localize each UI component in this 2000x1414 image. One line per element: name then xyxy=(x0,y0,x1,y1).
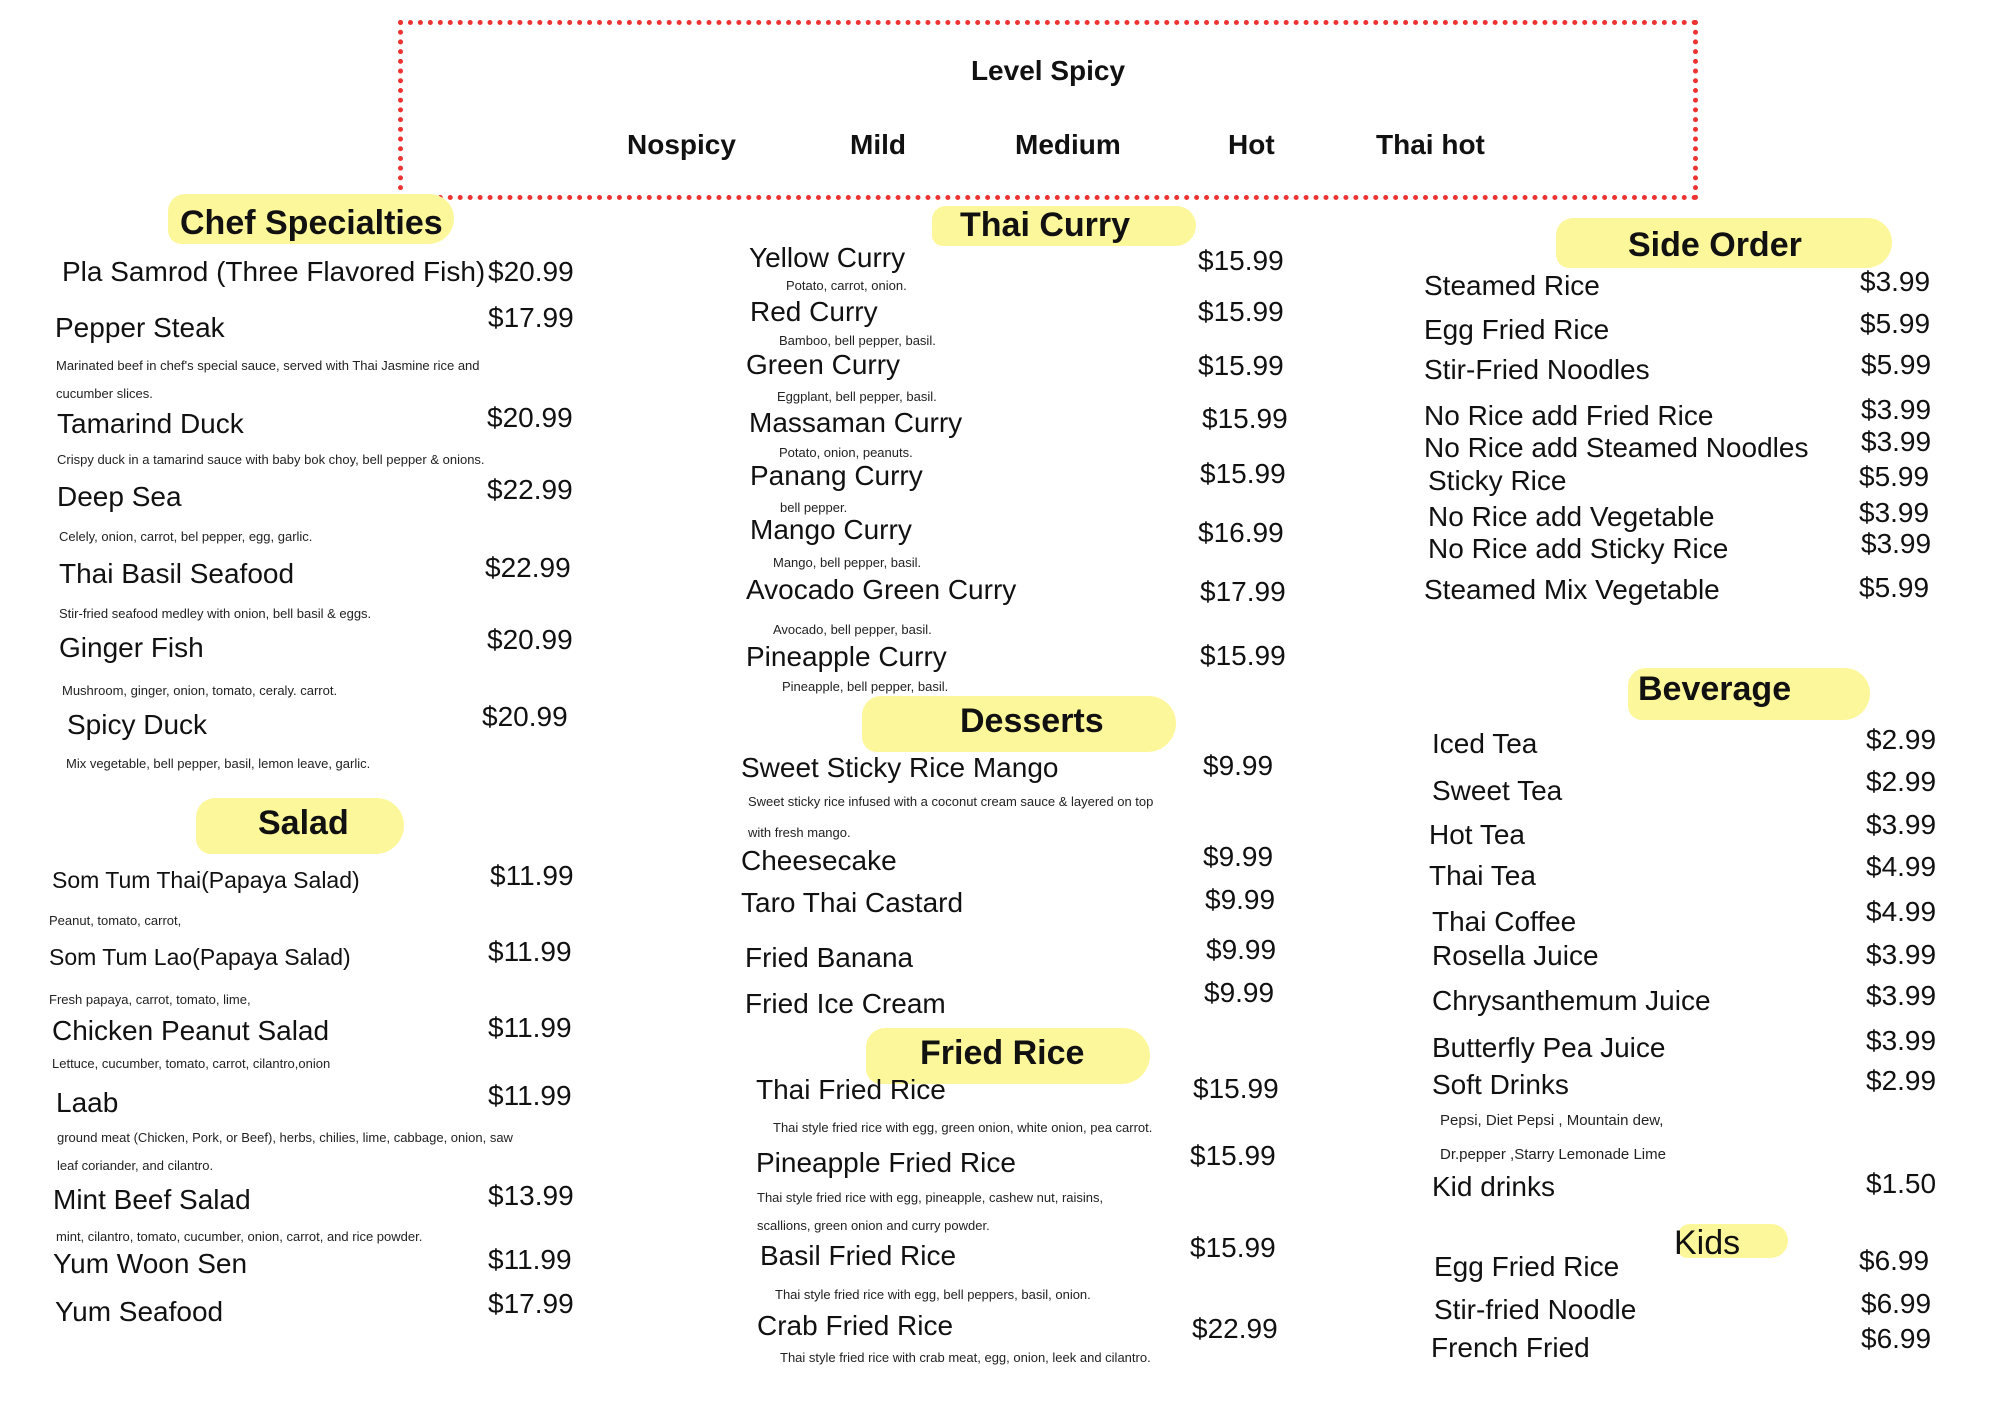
salad-item-name: Yum Woon Sen xyxy=(53,1248,248,1279)
salad-item-desc: Peanut, tomato, carrot, xyxy=(49,913,182,928)
kids-item-name: French Fried xyxy=(1431,1332,1590,1363)
salad-item-desc: Lettuce, cucumber, tomato, carrot, cilantro,onion xyxy=(52,1056,331,1071)
chef-item-name: Ginger Fish xyxy=(59,632,204,663)
friedrice-item-desc: scallions, green onion and curry powder. xyxy=(757,1218,990,1233)
salad-item-price: $11.99 xyxy=(488,936,572,967)
curry-item-name: Yellow Curry xyxy=(749,242,906,273)
side-item-name: Sticky Rice xyxy=(1428,465,1567,496)
chef-item-desc: cucumber slices. xyxy=(56,386,153,401)
friedrice-item-name: Basil Fried Rice xyxy=(760,1240,957,1271)
chef-item-desc: Crispy duck in a tamarind sauce with baby bok choy, bell pepper & onions. xyxy=(57,452,485,467)
chef-item-name: Thai Basil Seafood xyxy=(59,558,295,589)
beverage-item-name: Hot Tea xyxy=(1429,819,1525,850)
salad-item-name: Laab xyxy=(56,1087,119,1118)
friedrice-item-name: Thai Fried Rice xyxy=(756,1074,946,1105)
side-item-name: No Rice add Sticky Rice xyxy=(1428,533,1729,564)
heading-side-order: Side Order xyxy=(1628,226,1802,264)
curry-item-price: $16.99 xyxy=(1198,517,1284,548)
side-item-name: Stir-Fried Noodles xyxy=(1424,354,1650,385)
kids-item-name: Stir-fried Noodle xyxy=(1434,1294,1637,1325)
curry-item-name: Panang Curry xyxy=(750,460,923,491)
friedrice-item-desc: Thai style fried rice with egg, green onion, white onion, pea carrot. xyxy=(773,1120,1153,1135)
heading-fried-rice: Fried Rice xyxy=(920,1034,1085,1072)
beverage-item-name: Thai Tea xyxy=(1429,860,1536,891)
beverage-item-price: $3.99 xyxy=(1866,809,1937,840)
spicy-level-thai-hot: Thai hot xyxy=(1376,129,1485,160)
beverage-item-price: $1.50 xyxy=(1866,1168,1937,1199)
spicy-level-hot: Hot xyxy=(1228,129,1275,160)
curry-item-price: $15.99 xyxy=(1200,640,1286,671)
beverage-item-name: Soft Drinks xyxy=(1432,1069,1569,1100)
side-item-name: No Rice add Steamed Noodles xyxy=(1424,432,1809,463)
kids-item-price: $6.99 xyxy=(1861,1288,1932,1319)
curry-item-name: Mango Curry xyxy=(750,514,912,545)
side-item-name: Steamed Rice xyxy=(1424,270,1600,301)
curry-item-desc: Potato, carrot, onion. xyxy=(786,278,907,293)
salad-item-price: $11.99 xyxy=(488,1012,572,1043)
beverage-item-name: Thai Coffee xyxy=(1432,906,1577,937)
spicy-level-box xyxy=(398,20,1698,200)
curry-item-name: Red Curry xyxy=(750,296,878,327)
beverage-item-desc: Dr.pepper ,Starry Lemonade Lime xyxy=(1440,1146,1666,1163)
curry-item-price: $15.99 xyxy=(1200,458,1286,489)
dessert-item-name: Cheesecake xyxy=(741,845,897,876)
curry-item-desc: Bamboo, bell pepper, basil. xyxy=(779,333,936,348)
side-item-price: $5.99 xyxy=(1861,349,1932,380)
curry-item-name: Massaman Curry xyxy=(749,407,963,438)
curry-item-name: Pineapple Curry xyxy=(746,641,947,672)
side-item-name: No Rice add Fried Rice xyxy=(1424,400,1714,431)
chef-item-price: $22.99 xyxy=(487,474,573,505)
salad-item-desc: mint, cilantro, tomato, cucumber, onion, carrot, and rice powder. xyxy=(56,1229,423,1244)
chef-item-name: Tamarind Duck xyxy=(57,408,244,439)
chef-item-desc: Mushroom, ginger, onion, tomato, ceraly. carrot. xyxy=(62,683,338,698)
friedrice-item-price: $15.99 xyxy=(1190,1232,1276,1263)
friedrice-item-desc: Thai style fried rice with egg, pineapple, cashew nut, raisins, xyxy=(757,1190,1104,1205)
salad-item-price: $13.99 xyxy=(488,1180,574,1211)
heading-salad: Salad xyxy=(258,804,349,842)
side-item-name: Egg Fried Rice xyxy=(1424,314,1610,345)
salad-item-price: $17.99 xyxy=(488,1288,574,1319)
salad-item-name: Som Tum Lao(Papaya Salad) xyxy=(49,944,351,970)
side-item-price: $5.99 xyxy=(1859,461,1930,492)
beverage-item-price: $3.99 xyxy=(1866,980,1937,1011)
beverage-item-price: $4.99 xyxy=(1866,896,1937,927)
heading-kids: Kids xyxy=(1674,1224,1741,1262)
curry-item-desc: Potato, onion, peanuts. xyxy=(779,445,913,460)
dessert-item-price: $9.99 xyxy=(1203,750,1274,781)
curry-item-name: Green Curry xyxy=(746,349,901,380)
beverage-item-price: $2.99 xyxy=(1866,766,1937,797)
beverage-item-name: Sweet Tea xyxy=(1432,775,1563,806)
dessert-item-name: Fried Banana xyxy=(745,942,914,973)
side-item-price: $5.99 xyxy=(1859,572,1930,603)
side-item-price: $3.99 xyxy=(1861,394,1932,425)
side-item-name: No Rice add Vegetable xyxy=(1428,501,1715,532)
friedrice-item-price: $15.99 xyxy=(1190,1140,1276,1171)
curry-item-desc: Avocado, bell pepper, basil. xyxy=(773,622,932,637)
kids-item-name: Egg Fried Rice xyxy=(1434,1251,1620,1282)
friedrice-item-name: Crab Fried Rice xyxy=(757,1310,954,1341)
friedrice-item-price: $15.99 xyxy=(1193,1073,1279,1104)
curry-item-desc: bell pepper. xyxy=(780,500,848,515)
salad-item-desc: Fresh papaya, carrot, tomato, lime, xyxy=(49,992,251,1007)
side-item-price: $5.99 xyxy=(1860,308,1931,339)
salad-item-name: Chicken Peanut Salad xyxy=(52,1015,330,1046)
dessert-item-price: $9.99 xyxy=(1204,977,1275,1008)
dessert-item-name: Taro Thai Castard xyxy=(741,887,964,918)
beverage-item-price: $2.99 xyxy=(1866,1065,1937,1096)
heading-thai-curry: Thai Curry xyxy=(960,206,1131,244)
curry-item-price: $15.99 xyxy=(1198,296,1284,327)
dessert-item-name: Sweet Sticky Rice Mango xyxy=(741,752,1059,783)
salad-item-price: $11.99 xyxy=(488,1080,572,1111)
spicy-level-medium: Medium xyxy=(1015,129,1121,160)
heading-beverage: Beverage xyxy=(1638,670,1792,708)
friedrice-item-desc: Thai style fried rice with egg, bell peppers, basil, onion. xyxy=(775,1287,1091,1302)
salad-item-desc: leaf coriander, and cilantro. xyxy=(57,1158,214,1173)
curry-item-desc: Eggplant, bell pepper, basil. xyxy=(777,389,937,404)
salad-item-name: Yum Seafood xyxy=(55,1296,224,1327)
salad-item-name: Som Tum Thai(Papaya Salad) xyxy=(52,867,360,893)
heading-chef-specialties: Chef Specialties xyxy=(180,204,443,242)
side-item-price: $3.99 xyxy=(1861,528,1932,559)
beverage-item-price: $3.99 xyxy=(1866,939,1937,970)
friedrice-item-price: $22.99 xyxy=(1192,1313,1278,1344)
chef-item-desc: Stir-fried seafood medley with onion, bell basil & eggs. xyxy=(59,606,372,621)
curry-item-price: $15.99 xyxy=(1198,350,1284,381)
chef-item-price: $17.99 xyxy=(488,302,574,333)
curry-item-desc: Mango, bell pepper, basil. xyxy=(773,555,922,570)
beverage-item-desc: Pepsi, Diet Pepsi , Mountain dew, xyxy=(1440,1112,1664,1129)
dessert-item-name: Fried Ice Cream xyxy=(745,988,946,1019)
salad-item-desc: ground meat (Chicken, Pork, or Beef), herbs, chilies, lime, cabbage, onion, saw xyxy=(57,1130,513,1145)
friedrice-item-name: Pineapple Fried Rice xyxy=(756,1147,1016,1178)
salad-item-price: $11.99 xyxy=(488,1244,572,1275)
dessert-item-desc: with fresh mango. xyxy=(748,825,851,840)
salad-item-name: Mint Beef Salad xyxy=(53,1184,251,1215)
dessert-item-price: $9.99 xyxy=(1203,841,1274,872)
beverage-item-price: $3.99 xyxy=(1866,1025,1937,1056)
chef-item-name: Pla Samrod (Three Flavored Fish) xyxy=(62,256,486,287)
beverage-item-price: $4.99 xyxy=(1866,851,1937,882)
dessert-item-price: $9.99 xyxy=(1206,934,1277,965)
beverage-item-name: Rosella Juice xyxy=(1432,940,1599,971)
chef-item-name: Deep Sea xyxy=(57,481,182,512)
chef-item-price: $20.99 xyxy=(488,256,574,287)
curry-item-desc: Pineapple, bell pepper, basil. xyxy=(782,679,949,694)
beverage-item-name: Kid drinks xyxy=(1432,1171,1555,1202)
kids-item-price: $6.99 xyxy=(1859,1245,1930,1276)
beverage-item-name: Butterfly Pea Juice xyxy=(1432,1032,1666,1063)
friedrice-item-desc: Thai style fried rice with crab meat, egg, onion, leek and cilantro. xyxy=(780,1350,1151,1365)
salad-item-price: $11.99 xyxy=(490,860,574,891)
dessert-item-price: $9.99 xyxy=(1205,884,1276,915)
beverage-item-price: $2.99 xyxy=(1866,724,1937,755)
spicy-level-mild: Mild xyxy=(850,129,906,160)
chef-item-desc: Marinated beef in chef's special sauce, served with Thai Jasmine rice and xyxy=(56,358,480,373)
side-item-price: $3.99 xyxy=(1860,266,1931,297)
beverage-item-name: Chrysanthemum Juice xyxy=(1432,985,1711,1016)
chef-item-price: $20.99 xyxy=(487,402,573,433)
dessert-item-desc: Sweet sticky rice infused with a coconut cream sauce & layered on top xyxy=(748,794,1154,809)
chef-item-name: Pepper Steak xyxy=(55,312,225,343)
curry-item-price: $15.99 xyxy=(1198,245,1284,276)
chef-item-name: Spicy Duck xyxy=(67,709,208,740)
chef-item-desc: Mix vegetable, bell pepper, basil, lemon leave, garlic. xyxy=(66,756,371,771)
spicy-level-title: Level Spicy xyxy=(970,55,1126,86)
chef-item-price: $20.99 xyxy=(482,701,568,732)
side-item-price: $3.99 xyxy=(1861,426,1932,457)
curry-item-name: Avocado Green Curry xyxy=(746,574,1017,605)
side-item-name: Steamed Mix Vegetable xyxy=(1424,574,1720,605)
curry-item-price: $17.99 xyxy=(1200,576,1286,607)
chef-item-price: $22.99 xyxy=(485,552,571,583)
spicy-level-nospicy: Nospicy xyxy=(627,129,736,160)
kids-item-price: $6.99 xyxy=(1861,1323,1932,1354)
chef-item-desc: Celely, onion, carrot, bel pepper, egg, garlic. xyxy=(59,529,313,544)
beverage-item-name: Iced Tea xyxy=(1432,728,1538,759)
side-item-price: $3.99 xyxy=(1859,497,1930,528)
heading-desserts: Desserts xyxy=(960,702,1104,740)
curry-item-price: $15.99 xyxy=(1202,403,1288,434)
chef-item-price: $20.99 xyxy=(487,624,573,655)
